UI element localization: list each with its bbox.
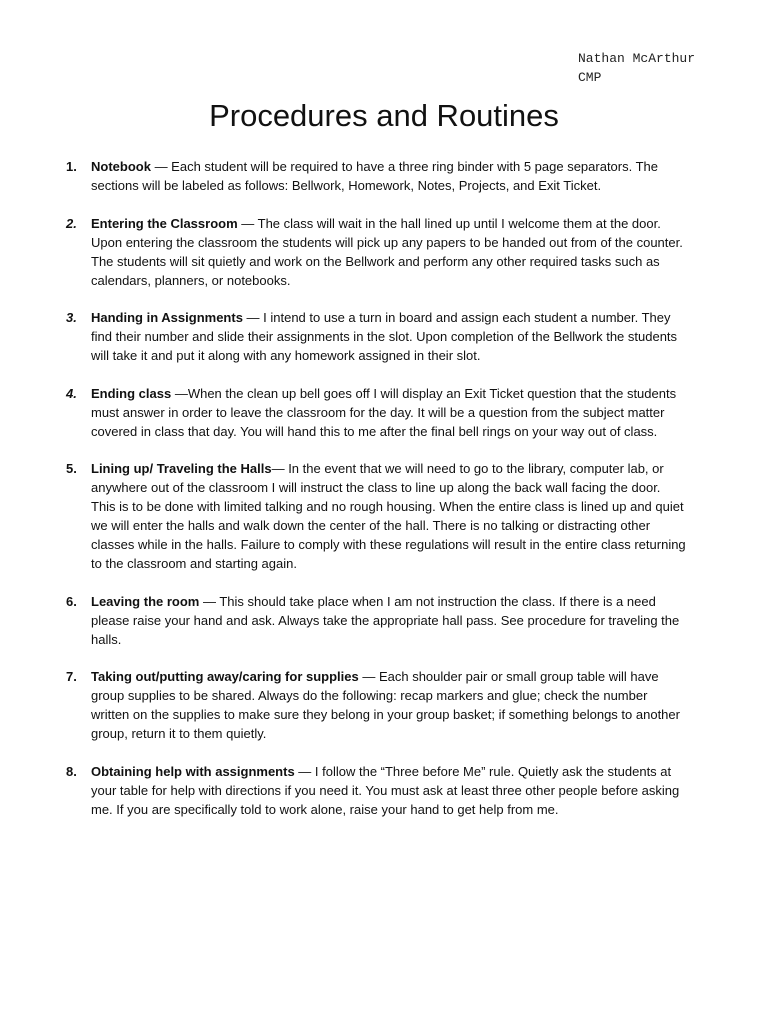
item-body: — I follow the “Three before Me” rule. Quietly ask the students at your table for help with directions if you need it. You must ask at least three other people before asking me. If you are specifically told to work alone, raise your hand to get help from me. bbox=[91, 763, 680, 817]
item-number: 7. bbox=[66, 669, 77, 684]
item-heading: Lining up/ Traveling the Halls bbox=[91, 461, 272, 476]
item-body: — I intend to use a turn in board and assign each student a number. They find their number and slide their assignments in the slot. Upon completion of the Bellwork the students will take it and put it along with any homework assigned in their slot. bbox=[91, 310, 678, 363]
item-heading: Entering the Classroom bbox=[91, 215, 238, 231]
list-item bbox=[66, 592, 686, 649]
item-body: —When the clean up bell goes off I will display an Exit Ticket question that the students must answer in order to leave the classroom for the day. It will be a question from the subject matter covered in class that day. You will hand this to me after the final bell rings on your way out of class. bbox=[91, 385, 677, 439]
item-number: 5. bbox=[66, 461, 77, 476]
item-number: 4. bbox=[66, 385, 77, 401]
item-heading: Leaving the room bbox=[91, 593, 200, 609]
item-number: 1. bbox=[66, 159, 77, 174]
list-item bbox=[66, 667, 686, 743]
item-body: — Each shoulder pair or small group table will have group supplies to be shared. Always do the following: recap markers and glue; check the number written on the supplies to make sure they belong in your group basket; if something belongs to another group, return it to them quietly. bbox=[91, 669, 680, 741]
item-body: — The class will wait in the hall lined up until I welcome them at the door. Upon entering the classroom the students will pick up any papers to be handed out from of the counter. The students will sit quietly and work on the Bellwork and perform any other required tasks such as calendars, planners, or notebooks. bbox=[91, 215, 683, 288]
list-item bbox=[66, 384, 686, 441]
item-heading: Obtaining help with assignments bbox=[91, 763, 295, 779]
list-item bbox=[66, 157, 686, 195]
item-heading: Ending class bbox=[91, 385, 172, 401]
item-number: 6. bbox=[66, 593, 77, 609]
item-heading: Handing in Assignments bbox=[91, 310, 243, 325]
item-heading: Notebook bbox=[91, 159, 151, 174]
item-body: — In the event that we will need to go to the library, computer lab, or anywhere out of the classroom I will instruct the class to line up along the back wall facing the door. This is to be done with limited talking and no rough housing. When the entire class is lined up and quiet we will enter the halls and walk down the center of the hall. There is no talking or distracting other classes while in the halls. Failure to comply with these regulations will result in the entire class returning to the classroom and starting again. bbox=[91, 461, 686, 571]
list-item bbox=[66, 214, 686, 290]
item-number: 8. bbox=[66, 763, 77, 779]
list-item bbox=[66, 308, 686, 365]
document-title: Procedures and Routines bbox=[209, 98, 559, 133]
item-body: — This should take place when I am not instruction the class. If there is a need please raise your hand and ask. Always take the appropriate hall pass. See procedure for traveling the halls. bbox=[91, 593, 680, 647]
author-subtitle: CMP bbox=[578, 70, 602, 85]
item-heading: Taking out/putting away/caring for supplies bbox=[91, 669, 359, 684]
item-number: 3. bbox=[66, 310, 77, 325]
author-block bbox=[578, 49, 695, 87]
list-item bbox=[66, 459, 686, 573]
item-body: — Each student will be required to have a three ring binder with 5 page separators. The sections will be labeled as follows: Bellwork, Homework, Notes, Projects, and Exit Ticket. bbox=[91, 159, 659, 193]
author-name: Nathan McArthur bbox=[578, 51, 696, 66]
procedures-list bbox=[66, 157, 686, 837]
list-item bbox=[66, 762, 686, 819]
item-number: 2. bbox=[66, 215, 77, 231]
